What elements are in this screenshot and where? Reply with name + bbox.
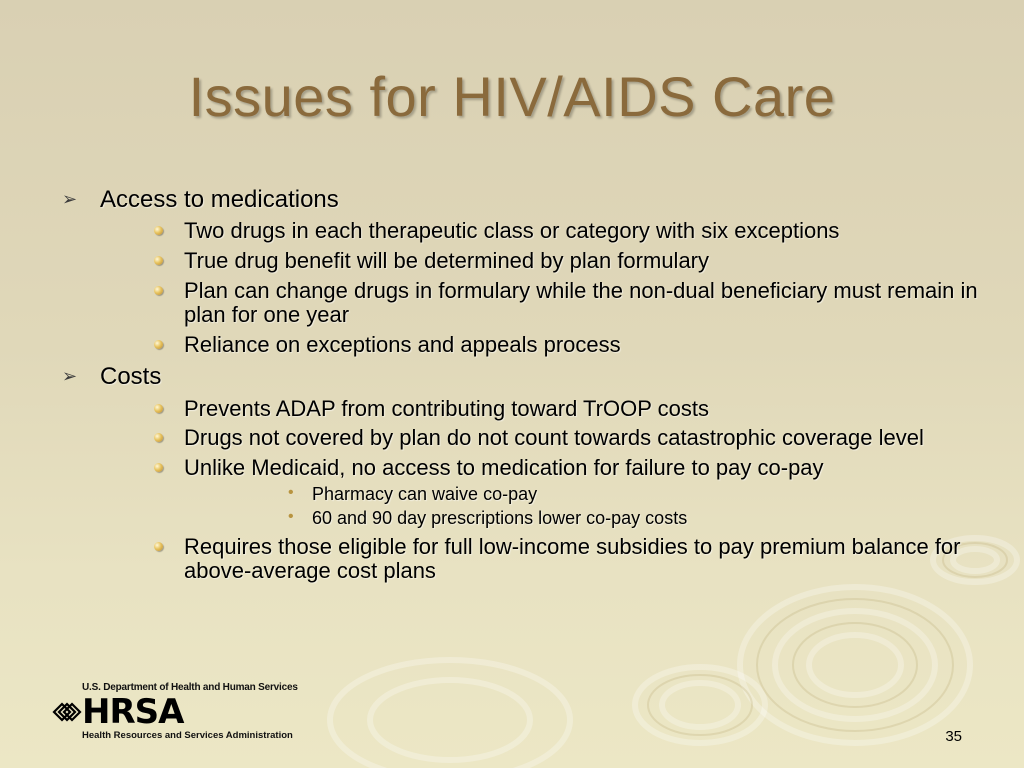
small-bullet-icon: • — [288, 483, 294, 501]
gold-dot-icon — [154, 286, 163, 295]
gold-dot-icon — [154, 433, 163, 442]
bullet-text: Requires those eligible for full low-income subsidies to pay premium balance for above-average cost plans — [184, 533, 961, 584]
bullet-text: Drugs not covered by plan do not count towards catastrophic coverage level — [184, 425, 924, 451]
list-item — [62, 363, 992, 584]
bullet-text: Access to medications — [100, 186, 339, 213]
list-item — [184, 484, 992, 506]
gold-dot-icon — [154, 226, 163, 235]
bullet-text: Two drugs in each therapeutic class or category with six exceptions — [184, 218, 840, 244]
gold-dot-icon — [154, 404, 163, 413]
slide-title: Issues for HIV/AIDS Care — [188, 65, 836, 128]
bullet-text: True drug benefit will be determined by plan formulary — [184, 247, 710, 273]
small-bullet-icon: • — [288, 508, 294, 526]
arrow-bullet-icon: ➢ — [62, 189, 78, 210]
hrsa-logo — [50, 682, 310, 746]
bullet-text: Reliance on exceptions and appeals process — [184, 331, 621, 357]
gold-dot-icon — [154, 542, 163, 551]
bullet-text: Plan can change drugs in formulary while the non-dual beneficiary must remain in plan for one year — [184, 277, 978, 328]
list-item — [100, 535, 992, 584]
list-item — [100, 279, 992, 328]
bullet-text: Unlike Medicaid, no access to medication for failure to pay co-pay — [184, 455, 824, 480]
hrsa-logo-icon — [50, 694, 86, 730]
bullet-text: 60 and 90 day prescriptions lower co-pay costs — [312, 508, 688, 529]
page-number: 35 — [945, 728, 962, 745]
list-item — [100, 456, 992, 530]
list-item — [100, 249, 992, 274]
gold-dot-icon — [154, 463, 163, 472]
list-item — [100, 219, 992, 244]
list-item — [184, 508, 992, 530]
bullet-list — [62, 180, 992, 584]
list-item — [100, 397, 992, 422]
list-item — [100, 333, 992, 358]
logo-name: HRSA — [82, 692, 184, 732]
gold-dot-icon — [154, 256, 163, 265]
bullet-text: Costs — [100, 363, 162, 391]
logo-agency: U.S. Department of Health and Human Services — [82, 682, 298, 693]
bullet-text: Prevents ADAP from contributing toward TrOOP costs — [184, 395, 709, 421]
list-item — [100, 426, 992, 451]
arrow-bullet-icon: ➢ — [62, 366, 78, 388]
gold-dot-icon — [154, 340, 163, 349]
bullet-text: Pharmacy can waive co-pay — [312, 483, 538, 504]
list-item — [62, 186, 992, 357]
logo-full-name: Health Resources and Services Administration — [82, 730, 293, 741]
